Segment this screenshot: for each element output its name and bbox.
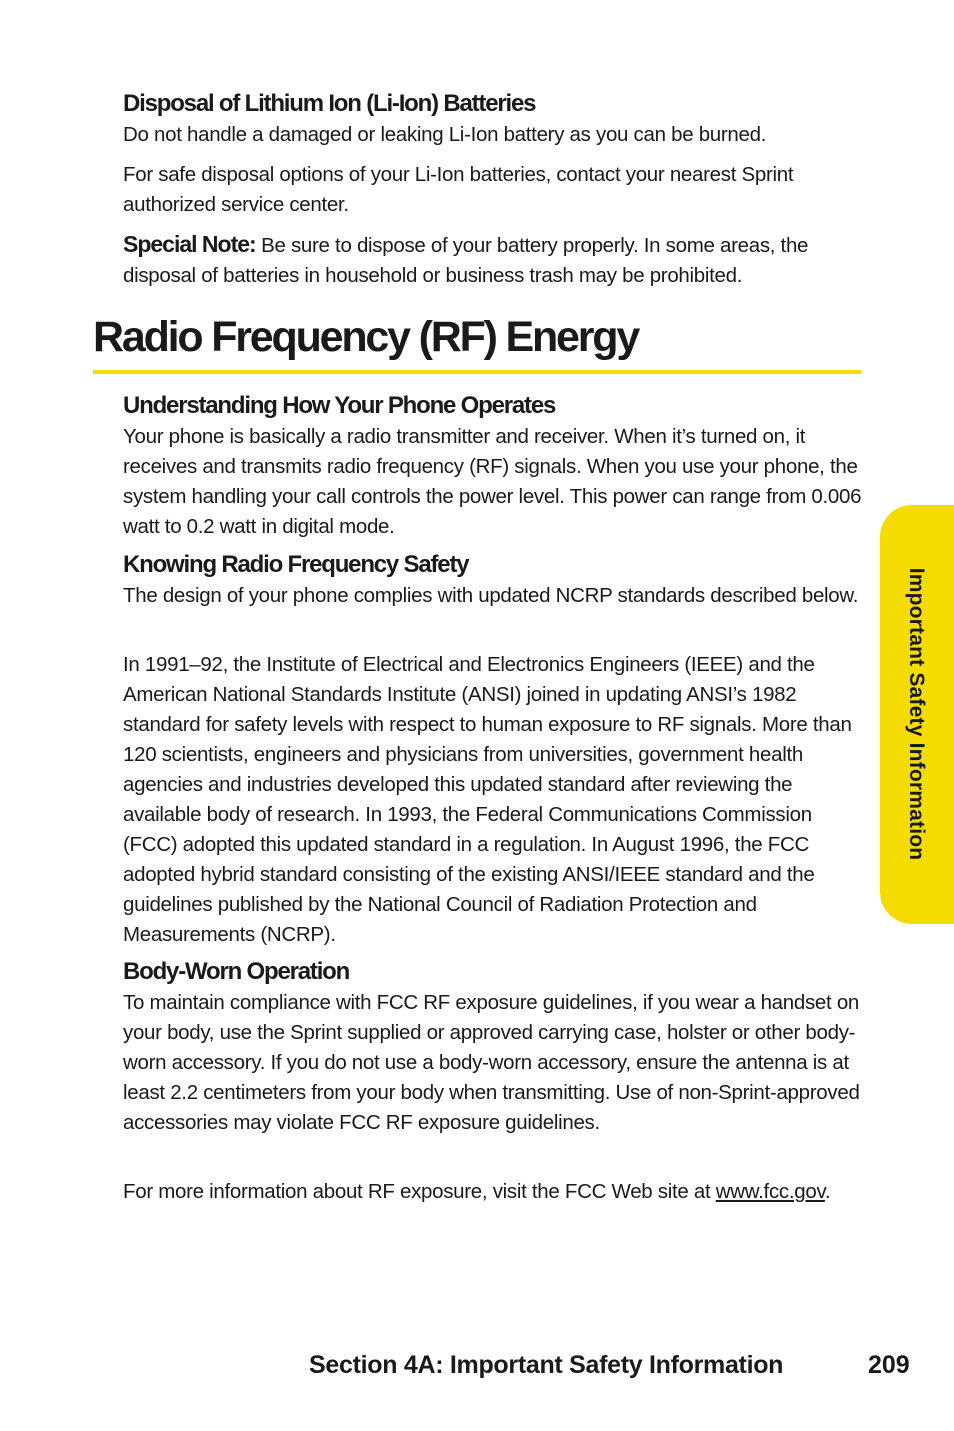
fcc-text: For more information about RF exposure, visit the FCC Web site at bbox=[123, 1180, 716, 1203]
title-underline bbox=[93, 370, 861, 374]
knowing-paragraph-1: The design of your phone complies with updated NCRP standards described below. bbox=[123, 584, 859, 607]
page-title: Radio Frequency (RF) Energy bbox=[93, 313, 639, 361]
understanding-heading: Understanding How Your Phone Operates bbox=[123, 392, 556, 419]
fcc-period: . bbox=[824, 1180, 831, 1203]
knowing-paragraph-2: In 1991–92, the Institute of Electrical and Electronics Engineers (IEEE) and the American National Standards Institute (ANSI) joined in updating ANSI’s 1982 standard for safety levels with respect to human exposure to RF signals. More than 120 scientists, engineers and physicians from universities, government health agencies and industries developed this updated standard after reviewing the available body of research. In 1993, the Federal Communications Commission (FCC) adopted this updated standard in a regulation. In August 1996, the FCC adopted hybrid standard consisting of the existing ANSI/IEEE standard and the guidelines published by the National Council of Radiation Protection and Measurements (NCRP). bbox=[123, 653, 852, 946]
bodyworn-paragraph-2 bbox=[123, 1177, 868, 1207]
footer-page-number: 209 bbox=[868, 1351, 910, 1379]
bodyworn-paragraph-1: To maintain compliance with FCC RF exposure guidelines, if you wear a handset on your body, use the Sprint supplied or approved carrying case, holster or other body-worn accessory. If you do not use a body-worn accessory, ensure the antenna is at least 2.2 centimeters from your body when transmitting. Use of non-Sprint-approved accessories may violate FCC RF exposure guidelines. bbox=[123, 991, 860, 1134]
disposal-heading: Disposal of Lithium Ion (Li-Ion) Batteries bbox=[123, 90, 536, 117]
disposal-paragraph-2: For safe disposal options of your Li-Ion batteries, contact your nearest Sprint authorized service center. bbox=[123, 163, 794, 216]
special-note-label: Special Note: bbox=[123, 231, 256, 257]
bodyworn-heading: Body-Worn Operation bbox=[123, 958, 350, 985]
special-note-text: Be sure to dispose of your battery properly. In some areas, the disposal of batteries in household or business trash may be prohibited. bbox=[123, 234, 809, 287]
footer-section-title: Section 4A: Important Safety Information bbox=[309, 1351, 784, 1379]
side-tab-label: Important Safety Information bbox=[905, 567, 928, 861]
special-note-paragraph bbox=[123, 229, 868, 291]
knowing-heading: Knowing Radio Frequency Safety bbox=[123, 551, 469, 578]
understanding-paragraph: Your phone is basically a radio transmitter and receiver. When it’s turned on, it receives and transmits radio frequency (RF) signals. When you use your phone, the system handling your call controls the power level. This power can range from 0.006 watt to 0.2 watt in digital mode. bbox=[123, 425, 862, 538]
disposal-paragraph-1: Do not handle a damaged or leaking Li-Ion battery as you can be burned. bbox=[123, 123, 767, 146]
fcc-link[interactable]: www.fcc.gov bbox=[715, 1180, 825, 1203]
